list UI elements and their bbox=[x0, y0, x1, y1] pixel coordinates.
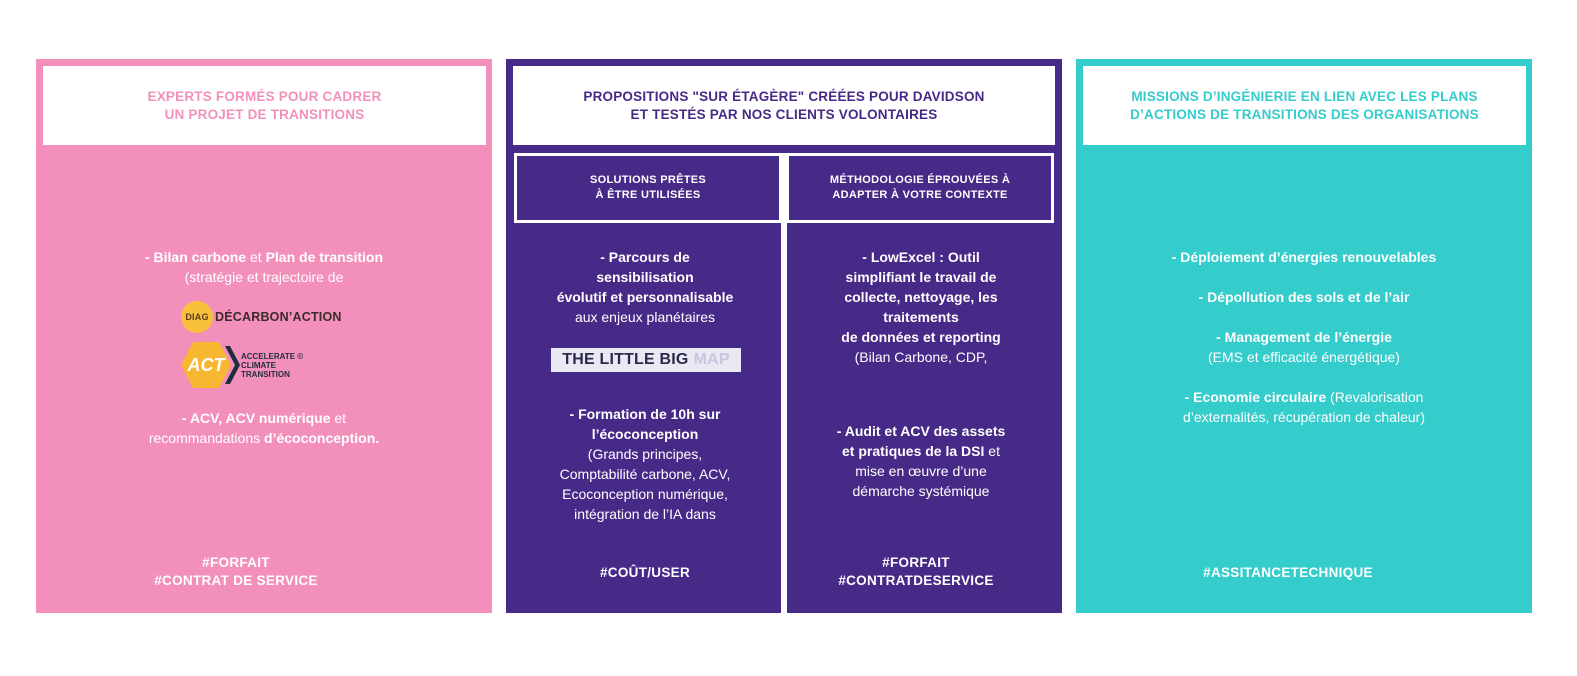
item-audit-acv: - Audit et ACV des assets et pratiques de la DSI et mise en œuvre d’une démarche systémique bbox=[836, 423, 1006, 499]
column-experts bbox=[36, 59, 492, 613]
column-propositions bbox=[506, 59, 1062, 613]
column-missions bbox=[1076, 59, 1532, 613]
item-formation-ecoconception: - Formation de 10h sur l’écoconception (Grands principes, Comptabilité carbone, ACV, Ecoconception numérique, intégration de l’IA dans bbox=[559, 406, 731, 522]
tags-experts: #FORFAIT #CONTRAT DE SERVICE bbox=[154, 555, 318, 588]
diag-badge-icon: DIAG bbox=[181, 301, 213, 333]
item-management-energie: - Management de l’énergie (EMS et efficacité énergétique) bbox=[1208, 329, 1400, 365]
item-depollution: - Dépollution des sols et de l’air bbox=[1198, 289, 1410, 305]
dash: - bbox=[144, 249, 154, 265]
tags-methodologie: #FORFAIT #CONTRATDESERVICE bbox=[838, 555, 994, 588]
subheader-methodologie: MÉTHODOLOGIE ÉPROUVÉES À ADAPTER À VOTRE CONTEXTE bbox=[786, 153, 1054, 223]
item-economie-circulaire: - Economie circulaire (Revalorisation d’externalités, récupération de chaleur) bbox=[1182, 389, 1426, 425]
little-big-map-logo: THE LITTLE BIG MAP bbox=[551, 348, 741, 372]
act-hexagon-icon: ACT bbox=[181, 342, 237, 388]
subheader-solutions: SOLUTIONS PRÊTES À ÊTRE UTILISÉES bbox=[514, 153, 782, 223]
item-energies-renouvelables: - Déploiement d’énergies renouvelables bbox=[1171, 249, 1437, 265]
column-header-propositions: PROPOSITIONS "SUR ÉTAGÈRE" CRÉÉES POUR DAVIDSON ET TESTÉS PAR NOS CLIENTS VOLONTAIRES bbox=[513, 66, 1055, 145]
column-header-missions: MISSIONS D’INGÉNIERIE EN LIEN AVEC LES PLANS D’ACTIONS DE TRANSITIONS DES ORGANISATIONS bbox=[1083, 66, 1526, 145]
tags-solutions: #COÛT/USER bbox=[599, 565, 690, 580]
item-lowexcel: - LowExcel : Outil simplifiant le travail de collecte, nettoyage, les traitements de données et reporting (Bilan Carbone, CDP, bbox=[841, 249, 1001, 365]
act-logo: ACT ACCELERATE © CLIMATE TRANSITION bbox=[181, 342, 303, 388]
plan-transition-label: Plan de transition bbox=[265, 249, 384, 265]
column-header-experts: EXPERTS FORMÉS POUR CADRER UN PROJET DE TRANSITIONS bbox=[43, 66, 486, 145]
tags-missions: #ASSITANCETECHNIQUE bbox=[1203, 565, 1373, 580]
item-bilan-carbone: - Bilan carbone et Plan de transition (stratégie et trajectoire de bbox=[144, 249, 384, 285]
diag-decarbonaction-logo: DIAG DÉCARBON’ACTION bbox=[181, 301, 342, 333]
bilan-carbone-label: Bilan carbone bbox=[153, 249, 247, 265]
item-parcours-sensibilisation: - Parcours de sensibilisation évolutif et personnalisable aux enjeux planétaires bbox=[556, 249, 734, 325]
item-acv: - ACV, ACV numérique et recommandations d’écoconception. bbox=[148, 410, 380, 446]
